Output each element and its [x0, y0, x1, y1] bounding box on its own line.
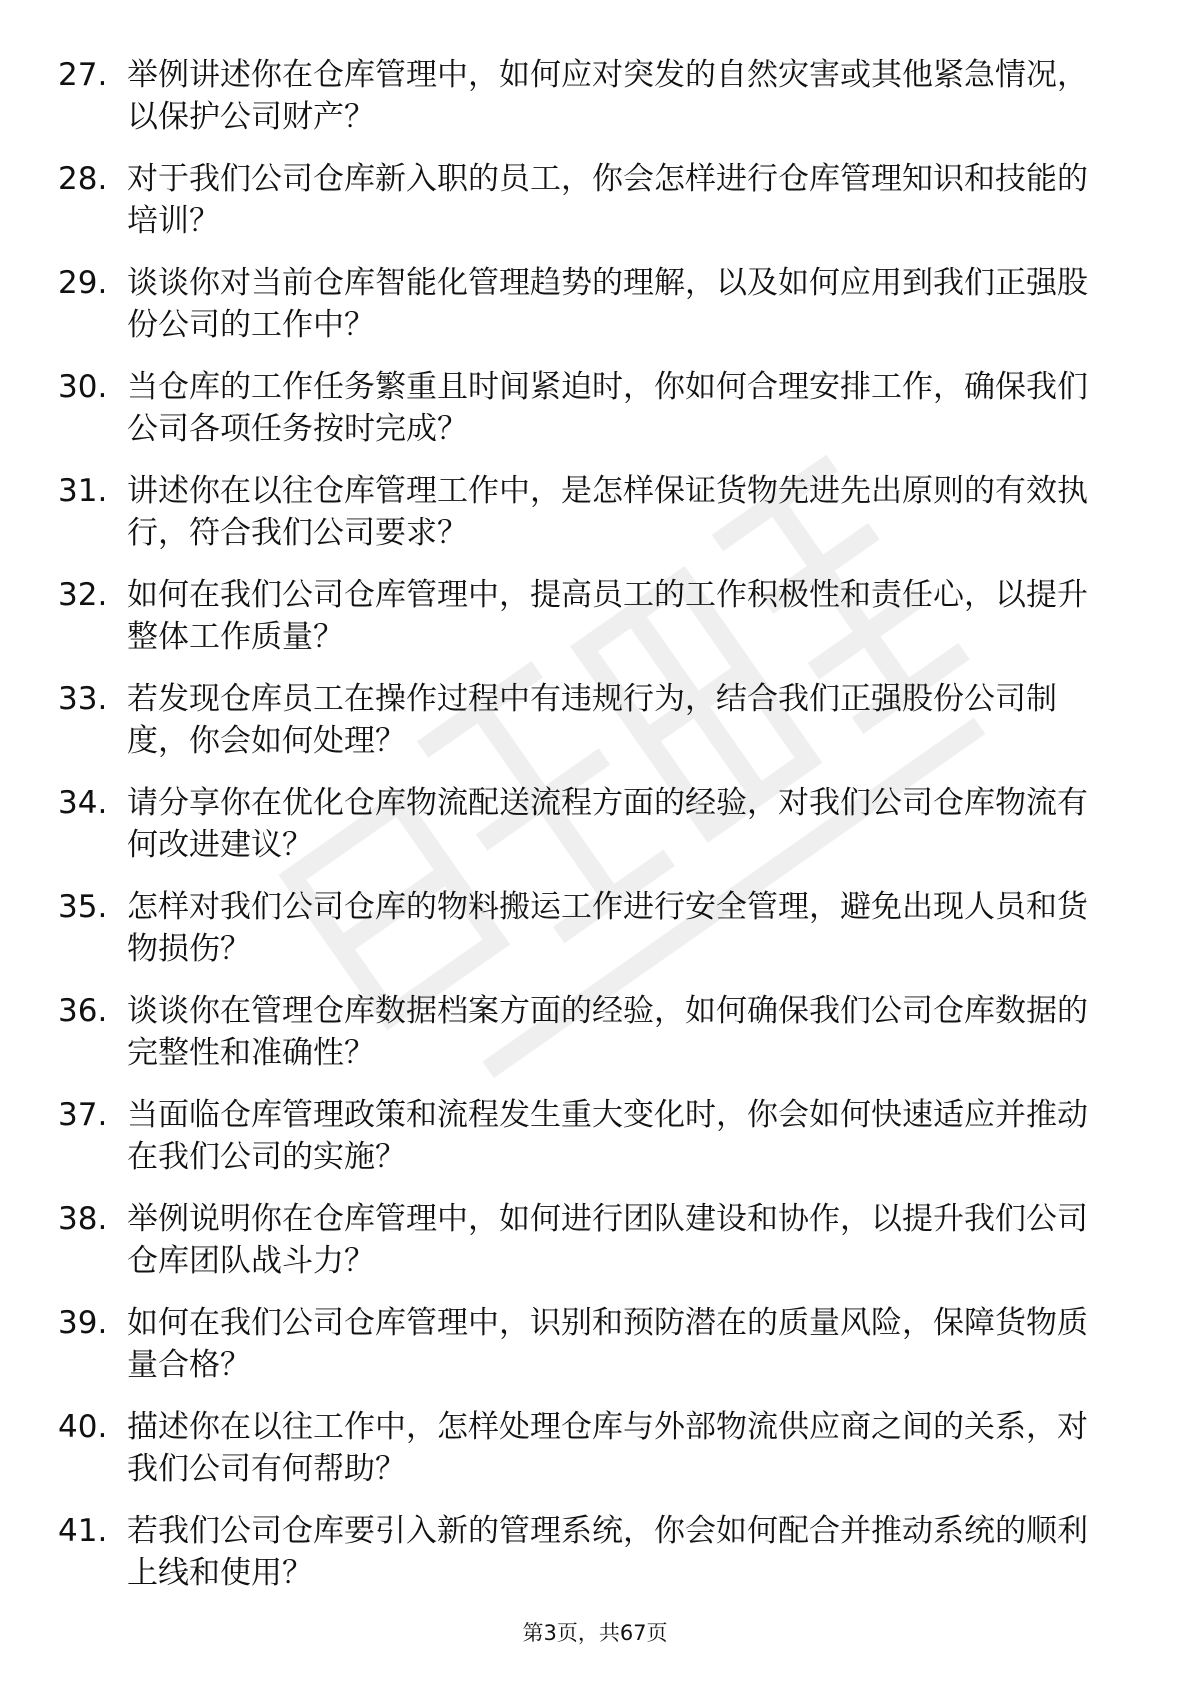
question-item	[58, 1406, 1108, 1510]
question-item	[58, 1198, 1108, 1302]
question-text: 当面临仓库管理政策和流程发生重大变化时，你会如何快速适应并推动在我们公司的实施？	[127, 1097, 1088, 1175]
question-text: 如何在我们公司仓库管理中，提高员工的工作积极性和责任心，以提升整体工作质量？	[127, 577, 1088, 655]
question-text: 谈谈你对当前仓库智能化管理趋势的理解，以及如何应用到我们正强股份公司的工作中？	[127, 265, 1088, 343]
question-text: 如何在我们公司仓库管理中，识别和预防潜在的质量风险，保障货物质量合格？	[127, 1305, 1088, 1383]
question-item	[58, 782, 1108, 886]
question-text: 谈谈你在管理仓库数据档案方面的经验，如何确保我们公司仓库数据的完整性和准确性？	[127, 993, 1088, 1071]
question-text: 讲述你在以往仓库管理工作中，是怎样保证货物先进先出原则的有效执行，符合我们公司要求？	[127, 473, 1088, 551]
question-item	[58, 574, 1108, 678]
question-text: 举例说明你在仓库管理中，如何进行团队建设和协作，以提升我们公司仓库团队战斗力？	[127, 1201, 1088, 1279]
page-number-label: 第3页，共67页	[522, 1621, 668, 1645]
question-text: 若发现仓库员工在操作过程中有违规行为，结合我们正强股份公司制度，你会如何处理？	[127, 681, 1057, 759]
question-number: 29.	[58, 265, 108, 301]
question-text: 当仓库的工作任务繁重且时间紧迫时，你如何合理安排工作，确保我们公司各项任务按时完成？	[127, 369, 1088, 447]
question-item	[58, 262, 1108, 366]
question-text: 对于我们公司仓库新入职的员工，你会怎样进行仓库管理知识和技能的培训？	[127, 161, 1088, 239]
question-number: 30.	[58, 369, 108, 405]
question-item	[58, 366, 1108, 470]
question-list	[58, 54, 1108, 1614]
question-text: 描述你在以往工作中，怎样处理仓库与外部物流供应商之间的关系，对我们公司有何帮助？	[127, 1409, 1088, 1487]
question-number: 40.	[58, 1409, 108, 1445]
page-footer	[0, 1619, 1190, 1647]
question-item	[58, 1510, 1108, 1614]
question-item	[58, 1302, 1108, 1406]
question-item	[58, 1094, 1108, 1198]
question-item	[58, 54, 1108, 158]
question-item	[58, 886, 1108, 990]
question-item	[58, 678, 1108, 782]
question-number: 28.	[58, 161, 108, 197]
question-number: 41.	[58, 1513, 108, 1549]
question-number: 36.	[58, 993, 108, 1029]
question-item	[58, 158, 1108, 262]
question-number: 34.	[58, 785, 108, 821]
question-number: 31.	[58, 473, 108, 509]
question-text: 怎样对我们公司仓库的物料搬运工作进行安全管理，避免出现人员和货物损伤？	[127, 889, 1088, 967]
question-number: 38.	[58, 1201, 108, 1237]
question-text: 请分享你在优化仓库物流配送流程方面的经验，对我们公司仓库物流有何改进建议？	[127, 785, 1088, 863]
question-item	[58, 470, 1108, 574]
question-number: 35.	[58, 889, 108, 925]
question-number: 37.	[58, 1097, 108, 1133]
question-item	[58, 990, 1108, 1094]
question-number: 32.	[58, 577, 108, 613]
question-number: 39.	[58, 1305, 108, 1341]
question-text: 举例讲述你在仓库管理中，如何应对突发的自然灾害或其他紧急情况，以保护公司财产？	[127, 57, 1088, 135]
question-text: 若我们公司仓库要引入新的管理系统，你会如何配合并推动系统的顺利上线和使用？	[127, 1513, 1088, 1591]
question-number: 27.	[58, 57, 108, 93]
question-number: 33.	[58, 681, 108, 717]
